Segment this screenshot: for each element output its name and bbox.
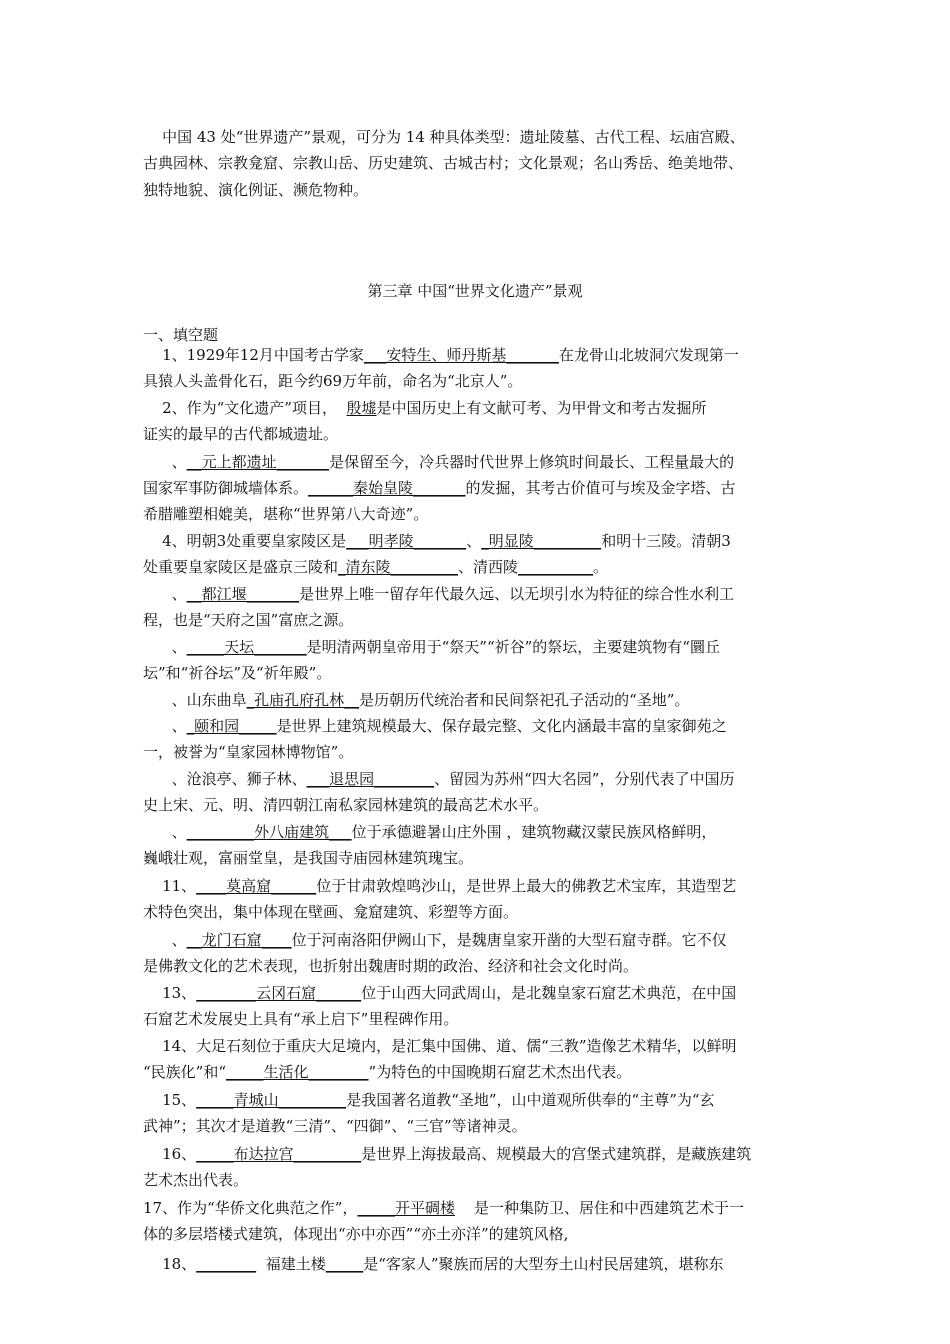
question-line (143, 424, 805, 444)
question-text: 石窟艺术发展史上具有“承上启下”里程碑作用。 (143, 1010, 459, 1028)
answer-blank: _________外八庙建筑___ (186, 823, 352, 841)
question-text: 、 (143, 585, 187, 603)
question-line (143, 956, 805, 976)
question-text: 国家军事防御城墙体系。 (143, 479, 309, 497)
question-text: 在龙骨山北坡洞穴发现第一 (558, 346, 739, 364)
chapter-title: 第三章 中国“世界文化遗产”景观 (367, 282, 583, 300)
question-text: 是世界上唯一留存年代最久远、以无坝引水为特征的综合性水利工 (299, 585, 735, 603)
question-text: 、留园为苏州“四大名园”，分别代表了中国历 (434, 770, 735, 788)
question-line (143, 1254, 805, 1274)
question-line (143, 1198, 805, 1218)
question-text: 、 (143, 823, 187, 841)
section-title: 一、填空题 (143, 326, 219, 344)
answer-blank: ________ (196, 1255, 257, 1273)
question-text: 艺术杰出代表。 (143, 1171, 249, 1189)
question-line (143, 1090, 805, 1110)
question-text: 、 (143, 717, 187, 735)
question-line (143, 1036, 805, 1056)
answer-blank: ___安特生、师丹斯基_______ (363, 346, 559, 364)
answer-blank: ______秦始皇陵_______ (308, 479, 466, 497)
question-text: 一，被誉为“皇家园林博物馆”。 (143, 743, 354, 761)
question-text: 位于甘肃敦煌鸣沙山，是世界上最大的佛教艺术宝库，其造型艺 (316, 877, 737, 895)
question-line (143, 902, 805, 922)
question-line (143, 822, 805, 842)
question-line (143, 742, 805, 762)
question-line (143, 983, 805, 1003)
question-line (143, 478, 805, 498)
answer-blank: __________ (518, 558, 594, 576)
answer-blank: ___明孝陵_______ (346, 532, 467, 550)
question-text: 希腊雕塑相媲美，堪称“世界第八大奇迹”。 (143, 505, 429, 523)
question-text: 是“客家人”聚族而居的大型夯土山村民居建筑，堪称东 (363, 1255, 724, 1273)
question-text: 巍峨壮观，富丽堂皇，是我国寺庙园林建筑瑰宝。 (143, 849, 474, 867)
question-text: 具猿人头盖骨化石，距今约69万年前，命名为“北京人”。 (143, 372, 523, 390)
question-line (143, 1224, 805, 1244)
question-text: “民族化”和“ (143, 1063, 227, 1081)
answer-blank: _颐和园_____ (186, 717, 277, 735)
question-text: 证实的最早的古代都城遗址。 (143, 425, 339, 443)
question-text: 武神”；其次才是道教“三清”、“四御”、“三官”等诸神灵。 (143, 1117, 527, 1135)
question-text: ”为特色的中国晚期石窟艺术杰出代表。 (368, 1063, 632, 1081)
answer-blank: _____开平碉楼 (357, 1199, 455, 1217)
answer-blank: _____布达拉宫_________ (196, 1145, 362, 1163)
question-line (143, 452, 805, 472)
answer-blank: ____莫高窟______ (196, 877, 317, 895)
answer-blank: _明显陵_________ (481, 532, 602, 550)
answer-blank: __龙门石窟____ (186, 931, 292, 949)
question-text: 是世界上海拔最高、规模最大的宫堡式建筑群，是藏族建筑 (361, 1145, 752, 1163)
question-text: 处重要皇家陵区是盛京三陵和 (143, 558, 339, 576)
question-text: 位于承德避暑山庄外围 ，建筑物藏汉蒙民族风格鲜明， (351, 823, 717, 841)
answer-blank: 殷墟 (346, 399, 377, 417)
question-text: 1、1929年12月中国考古学家 (143, 346, 364, 364)
question-text: 13、 (143, 984, 197, 1002)
question-text: 位于山西大同武周山，是北魏皇家石窟艺术典范，在中国 (361, 984, 737, 1002)
question-line (143, 637, 805, 657)
question-text: 。 (593, 558, 609, 576)
question-text: 、 (143, 638, 187, 656)
question-text: 史上宋、元、明、清四朝江南私家园林建筑的最高艺术水平。 (143, 796, 549, 814)
answer-blank: _____ (325, 1255, 364, 1273)
intro-line: 独特地貌、演化例证、濒危物种。 (143, 181, 369, 199)
question-line (143, 345, 805, 365)
answer-blank: ________云冈石窟______ (196, 984, 362, 1002)
answer-blank: _____生活化________ (226, 1063, 369, 1081)
answer-blank: _____天坛_______ (186, 638, 307, 656)
question-text: 是我国著名道教“圣地”，山中道观所供奉的“主尊”为“玄 (346, 1091, 715, 1109)
question-text: 是历朝历代统治者和民间祭祀孔子活动的“圣地”。 (359, 691, 690, 709)
answer-blank: _____青城山_________ (196, 1091, 347, 1109)
question-line (143, 584, 805, 604)
question-text: 术特色突出，集中体现在壁画、龛窟建筑、彩塑等方面。 (143, 903, 519, 921)
question-text: 15、 (143, 1091, 197, 1109)
answer-blank: __元上都遗址_______ (186, 453, 330, 471)
question-text: 体的多层塔楼式建筑，体现出“亦中亦西”“亦土亦洋”的建筑风格, (143, 1225, 569, 1243)
question-line (143, 690, 805, 710)
question-text: 位于河南洛阳伊阙山下，是魏唐皇家开凿的大型石窟寺群。它不仅 (291, 931, 727, 949)
question-text: 福建土楼 (256, 1255, 326, 1273)
question-line (143, 716, 805, 736)
question-text: 是明清两朝皇帝用于“祭天”“祈谷”的祭坛，主要建筑物有“圜丘 (306, 638, 720, 656)
question-line (143, 531, 805, 551)
question-line (143, 1144, 805, 1164)
answer-blank: _孔庙孔府孔林__ (246, 691, 360, 709)
question-line (143, 610, 805, 630)
intro-line: 中国 43 处“世界遗产”景观，可分为 14 种具体类型：遗址陵墓、古代工程、坛庙宫殿、 (143, 128, 745, 146)
question-line (143, 930, 805, 950)
answer-blank: _清东陵_________ (338, 558, 459, 576)
question-line (143, 1170, 805, 1190)
question-text: 是佛教文化的艺术表现，也折射出魏唐时期的政治、经济和社会文化时尚。 (143, 957, 639, 975)
question-text: 、 (466, 532, 482, 550)
question-line (143, 557, 805, 577)
question-text: 11、 (143, 877, 197, 895)
question-line (143, 1009, 805, 1029)
question-line (143, 1062, 805, 1082)
question-text: 是保留至今，冷兵器时代世界上修筑时间最长、工程量最大的 (329, 453, 735, 471)
question-text: 坛”和“祈谷坛”及“祈年殿”。 (143, 664, 332, 682)
question-text: 是一种集防卫、居住和中西建筑艺术于一 (454, 1199, 745, 1217)
question-line (143, 1116, 805, 1136)
question-line (143, 876, 805, 896)
question-text: 17、作为“华侨文化典范之作”， (143, 1199, 358, 1217)
question-text: 的发掘，其考古价值可与埃及金字塔、古 (465, 479, 736, 497)
question-line (143, 398, 805, 418)
question-text: 18、 (143, 1255, 197, 1273)
question-line (143, 663, 805, 683)
question-text: 4、明朝3处重要皇家陵区是 (143, 532, 347, 550)
answer-blank: ___退思园________ (306, 770, 435, 788)
answer-blank: __都江堰_______ (186, 585, 300, 603)
question-line (143, 371, 805, 391)
question-text: 程，也是“天府之国”富庶之源。 (143, 611, 354, 629)
question-text: 14、大足石刻位于重庆大足境内，是汇集中国佛、道、儒“三教”造像艺术精华，以鲜明 (143, 1037, 737, 1055)
question-line (143, 795, 805, 815)
question-text: 、 (143, 931, 187, 949)
question-text: 、山东曲阜 (143, 691, 247, 709)
question-text: 、 (143, 453, 187, 471)
question-line (143, 848, 805, 868)
question-text: 是中国历史上有文献可考、为甲骨文和考古发掘所 (376, 399, 707, 417)
question-text: 16、 (143, 1145, 197, 1163)
intro-line: 古典园林、宗教龛窟、宗教山岳、历史建筑、古城古村；文化景观；名山秀岳、绝美地带、 (143, 154, 744, 172)
question-text: 2、作为“文化遗产”项目， (143, 399, 347, 417)
question-text: 是世界上建筑规模最大、保存最完整、文化内涵最丰富的皇家御苑之 (276, 717, 727, 735)
question-text: 、清西陵 (458, 558, 519, 576)
question-line (143, 769, 805, 789)
question-text: 、沧浪亭、狮子林、 (143, 770, 307, 788)
question-text: 和明十三陵。清朝3 (601, 532, 731, 550)
question-line (143, 504, 805, 524)
